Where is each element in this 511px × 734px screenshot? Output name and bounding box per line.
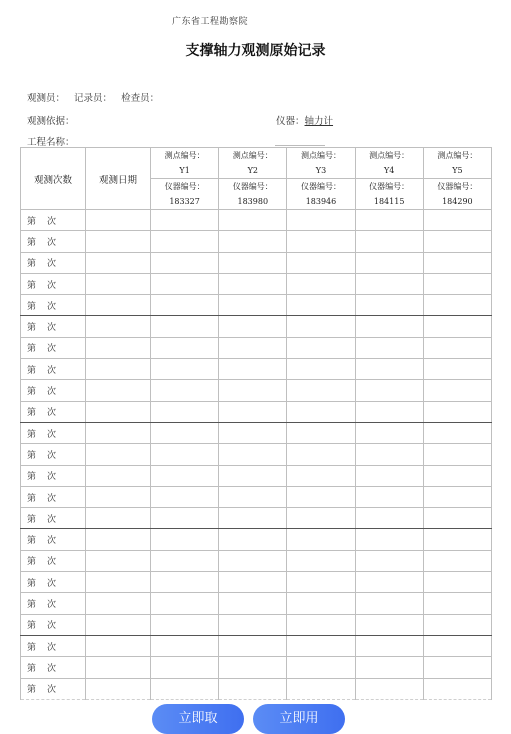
reading-cell[interactable] <box>151 380 219 401</box>
reading-cell[interactable] <box>423 508 491 529</box>
table-row <box>21 231 492 252</box>
observation-count-cell: 第 次 <box>21 210 86 231</box>
observer-label: 观测员： <box>27 93 66 104</box>
observation-date-cell[interactable] <box>86 252 151 273</box>
reading-cell[interactable] <box>355 231 423 252</box>
reading-cell[interactable] <box>219 401 287 422</box>
project-name-label: 工程名称： <box>27 137 75 148</box>
reading-cell[interactable] <box>423 486 491 507</box>
reading-cell[interactable] <box>287 444 355 465</box>
reading-cell[interactable] <box>287 337 355 358</box>
table-row <box>21 252 492 273</box>
point-header: 测点编号： Y2 <box>219 148 287 179</box>
reading-cell[interactable] <box>287 380 355 401</box>
point-id: Y2 <box>247 166 258 175</box>
recorder-label: 记录员： <box>74 93 113 104</box>
reading-cell[interactable] <box>151 635 219 656</box>
reading-cell[interactable] <box>423 316 491 337</box>
instrument-number: 184115 <box>373 197 405 206</box>
reading-cell[interactable] <box>219 359 287 380</box>
reading-cell[interactable] <box>287 572 355 593</box>
reading-cell[interactable] <box>355 508 423 529</box>
reading-cell[interactable] <box>355 529 423 550</box>
reading-cell[interactable] <box>219 316 287 337</box>
reading-cell[interactable] <box>355 359 423 380</box>
point-header: 测点编号： Y3 <box>287 148 355 179</box>
instrument-number: 184290 <box>442 197 473 206</box>
project-name-underline <box>275 145 325 146</box>
reading-cell[interactable] <box>287 465 355 486</box>
observation-date-cell[interactable] <box>86 657 151 678</box>
reading-cell[interactable] <box>423 572 491 593</box>
table-row <box>21 422 492 443</box>
observation-date-cell[interactable] <box>86 295 151 316</box>
reading-cell[interactable] <box>287 231 355 252</box>
reading-cell[interactable] <box>423 593 491 614</box>
reading-cell[interactable] <box>423 444 491 465</box>
reading-cell[interactable] <box>355 380 423 401</box>
point-header: 测点编号： Y4 <box>355 148 423 179</box>
reading-cell[interactable] <box>355 614 423 635</box>
reading-cell[interactable] <box>287 273 355 294</box>
table-row <box>21 359 492 380</box>
observation-count-cell: 第 次 <box>21 252 86 273</box>
reading-cell[interactable] <box>151 678 219 699</box>
observation-date-cell[interactable] <box>86 210 151 231</box>
reading-cell[interactable] <box>423 231 491 252</box>
reading-cell[interactable] <box>355 465 423 486</box>
reading-cell[interactable] <box>151 273 219 294</box>
observation-date-cell[interactable] <box>86 231 151 252</box>
reading-cell[interactable] <box>151 422 219 443</box>
get-now-button[interactable]: 立即取 <box>152 704 244 734</box>
observation-date-cell[interactable] <box>86 422 151 443</box>
reading-cell[interactable] <box>219 635 287 656</box>
observation-count-cell: 第 次 <box>21 529 86 550</box>
observation-count-cell: 第 次 <box>21 657 86 678</box>
reading-cell[interactable] <box>151 316 219 337</box>
record-rows <box>21 210 492 700</box>
instrument-header: 仪器编号： 184115 <box>355 179 423 210</box>
observation-date-cell[interactable] <box>86 401 151 422</box>
instrument-number: 183980 <box>237 197 269 206</box>
table-row <box>21 316 492 337</box>
header-observation-date: 观测日期 <box>86 148 151 210</box>
reading-cell[interactable] <box>219 422 287 443</box>
observation-count-cell: 第 次 <box>21 444 86 465</box>
reading-cell[interactable] <box>151 231 219 252</box>
reading-cell[interactable] <box>355 593 423 614</box>
reading-cell[interactable] <box>219 444 287 465</box>
reading-cell[interactable] <box>219 231 287 252</box>
instrument-number: 183327 <box>169 197 200 206</box>
observation-count-cell: 第 次 <box>21 593 86 614</box>
observation-count-cell: 第 次 <box>21 465 86 486</box>
reading-cell[interactable] <box>151 295 219 316</box>
point-id: Y3 <box>315 166 327 175</box>
point-id: Y5 <box>452 166 463 175</box>
observation-date-cell[interactable] <box>86 380 151 401</box>
reading-cell[interactable] <box>355 572 423 593</box>
reading-cell[interactable] <box>151 337 219 358</box>
point-header: 测点编号： Y1 <box>151 148 219 179</box>
reading-cell[interactable] <box>287 678 355 699</box>
reading-cell[interactable] <box>151 465 219 486</box>
observation-date-cell[interactable] <box>86 678 151 699</box>
reading-cell[interactable] <box>287 252 355 273</box>
reading-cell[interactable] <box>287 210 355 231</box>
table-row <box>21 337 492 358</box>
reading-cell[interactable] <box>287 657 355 678</box>
table-row <box>21 572 492 593</box>
table-row <box>21 508 492 529</box>
table-row <box>21 444 492 465</box>
table-row <box>21 593 492 614</box>
reading-cell[interactable] <box>423 401 491 422</box>
reading-cell[interactable] <box>423 635 491 656</box>
observation-count-cell: 第 次 <box>21 401 86 422</box>
reading-cell[interactable] <box>219 550 287 571</box>
observation-date-cell[interactable] <box>86 444 151 465</box>
instrument-header: 仪器编号： 184290 <box>423 179 491 210</box>
point-id: Y1 <box>179 166 190 175</box>
reading-cell[interactable] <box>355 657 423 678</box>
reading-cell[interactable] <box>151 657 219 678</box>
reading-cell[interactable] <box>287 359 355 380</box>
table-row <box>21 614 492 635</box>
reading-cell[interactable] <box>355 316 423 337</box>
observation-count-cell: 第 次 <box>21 508 86 529</box>
reading-cell[interactable] <box>423 273 491 294</box>
reading-cell[interactable] <box>287 316 355 337</box>
reading-cell[interactable] <box>287 508 355 529</box>
reading-cell[interactable] <box>423 465 491 486</box>
use-now-button[interactable]: 立即用 <box>253 704 345 734</box>
reading-cell[interactable] <box>151 401 219 422</box>
reading-cell[interactable] <box>423 422 491 443</box>
reading-cell[interactable] <box>287 295 355 316</box>
observation-count-cell: 第 次 <box>21 635 86 656</box>
reading-cell[interactable] <box>287 486 355 507</box>
reading-cell[interactable] <box>219 380 287 401</box>
observation-count-cell: 第 次 <box>21 380 86 401</box>
reading-cell[interactable] <box>287 593 355 614</box>
point-header: 测点编号： Y5 <box>423 148 491 179</box>
reading-cell[interactable] <box>219 529 287 550</box>
instrument-line <box>276 113 339 127</box>
reading-cell[interactable] <box>355 550 423 571</box>
observation-count-cell: 第 次 <box>21 486 86 507</box>
table-row <box>21 529 492 550</box>
observation-date-cell[interactable] <box>86 316 151 337</box>
reading-cell[interactable] <box>219 252 287 273</box>
table-row <box>21 401 492 422</box>
reading-cell[interactable] <box>423 614 491 635</box>
reading-cell[interactable] <box>355 401 423 422</box>
instrument-number: 183946 <box>305 197 337 206</box>
reading-cell[interactable] <box>355 422 423 443</box>
reading-cell[interactable] <box>219 593 287 614</box>
reading-cell[interactable] <box>219 210 287 231</box>
reading-cell[interactable] <box>423 529 491 550</box>
reading-cell[interactable] <box>423 210 491 231</box>
reading-cell[interactable] <box>355 635 423 656</box>
table-row <box>21 465 492 486</box>
observation-date-cell[interactable] <box>86 486 151 507</box>
reading-cell[interactable] <box>151 444 219 465</box>
observation-date-cell[interactable] <box>86 359 151 380</box>
observation-date-cell[interactable] <box>86 508 151 529</box>
observation-record-table <box>20 147 492 700</box>
reading-cell[interactable] <box>287 401 355 422</box>
reading-cell[interactable] <box>151 614 219 635</box>
reading-cell[interactable] <box>355 273 423 294</box>
observation-count-cell: 第 次 <box>21 316 86 337</box>
table-row <box>21 635 492 656</box>
observation-count-cell: 第 次 <box>21 295 86 316</box>
reading-cell[interactable] <box>355 678 423 699</box>
observation-count-cell: 第 次 <box>21 550 86 571</box>
reading-cell[interactable] <box>355 486 423 507</box>
checker-label: 检查员： <box>121 93 160 104</box>
table-row <box>21 550 492 571</box>
table-row <box>21 295 492 316</box>
header-observation-count: 观测次数 <box>21 148 86 210</box>
observation-date-cell[interactable] <box>86 465 151 486</box>
page-title: 支撑轴力观测原始记录 <box>185 43 326 59</box>
instrument-header: 仪器编号： 183946 <box>287 179 355 210</box>
reading-cell[interactable] <box>219 295 287 316</box>
reading-cell[interactable] <box>423 678 491 699</box>
reading-cell[interactable] <box>423 337 491 358</box>
observation-date-cell[interactable] <box>86 593 151 614</box>
reading-cell[interactable] <box>219 614 287 635</box>
reading-cell[interactable] <box>219 465 287 486</box>
reading-cell[interactable] <box>151 210 219 231</box>
reading-cell[interactable] <box>219 572 287 593</box>
reading-cell[interactable] <box>151 529 219 550</box>
table-row <box>21 273 492 294</box>
observation-count-cell: 第 次 <box>21 614 86 635</box>
reading-cell[interactable] <box>151 486 219 507</box>
reading-cell[interactable] <box>219 508 287 529</box>
observation-date-cell[interactable] <box>86 273 151 294</box>
observation-count-cell: 第 次 <box>21 572 86 593</box>
instrument-label: 仪器： <box>276 116 305 127</box>
observation-count-cell: 第 次 <box>21 422 86 443</box>
table-row <box>21 486 492 507</box>
observation-date-cell[interactable] <box>86 572 151 593</box>
reading-cell[interactable] <box>151 593 219 614</box>
organization-name: 广东省工程勘察院 <box>172 17 249 27</box>
point-id: Y4 <box>383 166 395 175</box>
reading-cell[interactable] <box>287 635 355 656</box>
observation-date-cell[interactable] <box>86 550 151 571</box>
reading-cell[interactable] <box>219 657 287 678</box>
reading-cell[interactable] <box>151 572 219 593</box>
reading-cell[interactable] <box>423 380 491 401</box>
reading-cell[interactable] <box>355 295 423 316</box>
observation-count-cell: 第 次 <box>21 359 86 380</box>
reading-cell[interactable] <box>219 273 287 294</box>
basis-label: 观测依据： <box>27 116 75 127</box>
observation-date-cell[interactable] <box>86 614 151 635</box>
observation-date-cell[interactable] <box>86 529 151 550</box>
reading-cell[interactable] <box>423 657 491 678</box>
reading-cell[interactable] <box>219 678 287 699</box>
table-row <box>21 210 492 231</box>
reading-cell[interactable] <box>219 337 287 358</box>
reading-cell[interactable] <box>423 295 491 316</box>
reading-cell[interactable] <box>355 210 423 231</box>
instrument-header: 仪器编号： 183980 <box>219 179 287 210</box>
reading-cell[interactable] <box>355 252 423 273</box>
observation-count-cell: 第 次 <box>21 273 86 294</box>
reading-cell[interactable] <box>355 444 423 465</box>
table-row <box>21 380 492 401</box>
reading-cell[interactable] <box>287 614 355 635</box>
staff-line <box>27 90 165 104</box>
observation-date-cell[interactable] <box>86 337 151 358</box>
table-row <box>21 678 492 699</box>
observation-count-cell: 第 次 <box>21 231 86 252</box>
observation-count-cell: 第 次 <box>21 337 86 358</box>
reading-cell[interactable] <box>287 550 355 571</box>
reading-cell[interactable] <box>423 252 491 273</box>
reading-cell[interactable] <box>151 252 219 273</box>
table-row <box>21 657 492 678</box>
observation-count-cell: 第 次 <box>21 678 86 699</box>
reading-cell[interactable] <box>423 359 491 380</box>
reading-cell[interactable] <box>151 359 219 380</box>
reading-cell[interactable] <box>151 508 219 529</box>
observation-date-cell[interactable] <box>86 635 151 656</box>
reading-cell[interactable] <box>355 337 423 358</box>
reading-cell[interactable] <box>287 422 355 443</box>
reading-cell[interactable] <box>151 550 219 571</box>
reading-cell[interactable] <box>423 550 491 571</box>
reading-cell[interactable] <box>287 529 355 550</box>
reading-cell[interactable] <box>219 486 287 507</box>
instrument-value: 轴力计 <box>304 116 334 127</box>
instrument-header: 仪器编号： 183327 <box>151 179 219 210</box>
